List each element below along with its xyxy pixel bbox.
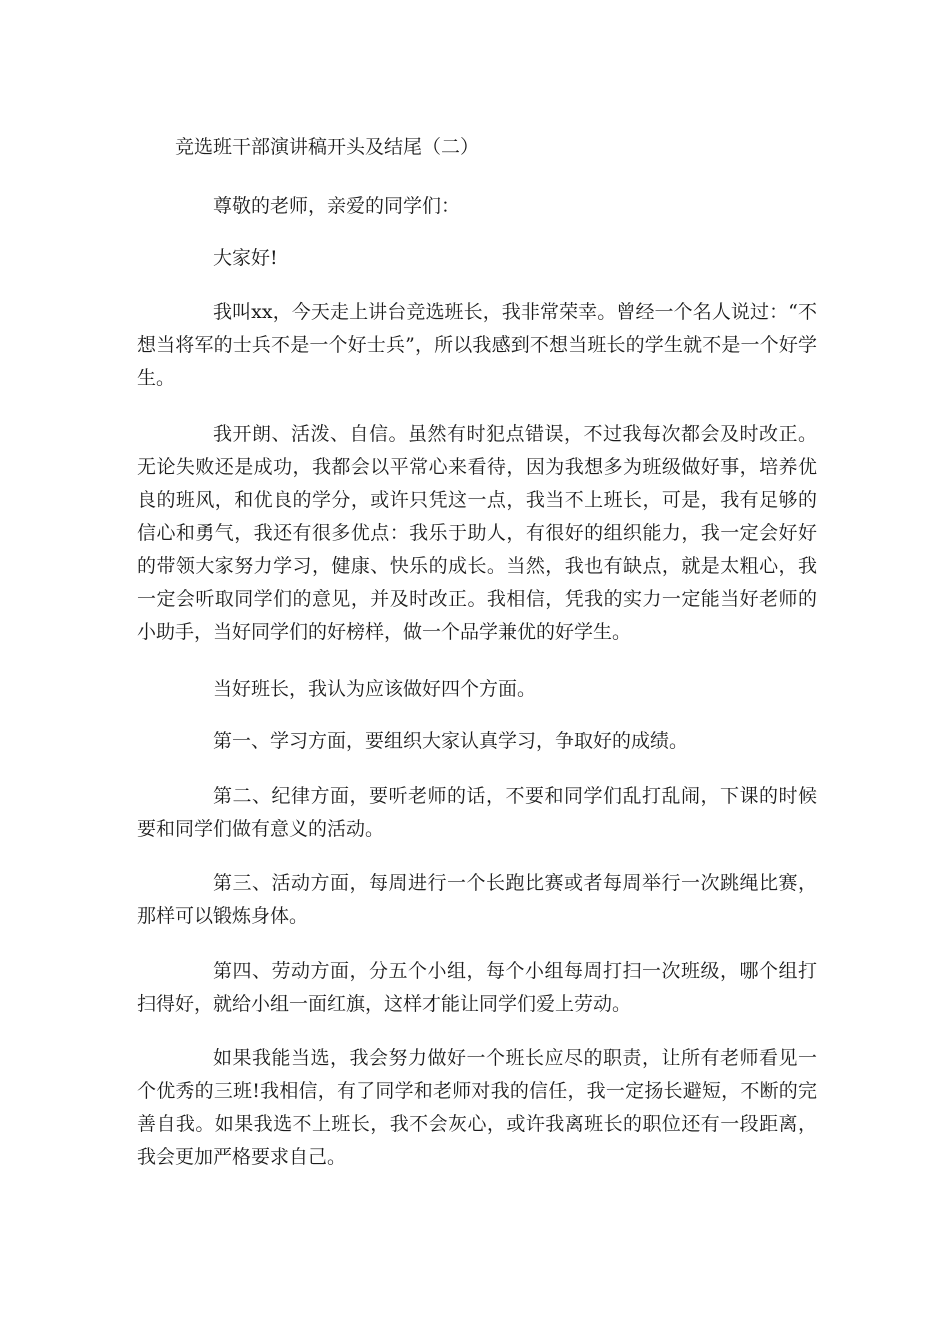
paragraph-self-description: 我开朗、活泼、自信。虽然有时犯点错误，不过我每次都会及时改正。无论失败还是成功，我都会以平常心来看待，因为我想多为班级做好事，培养优良的班风，和优良的学分，或许只凭这一点，我当不上班长，可是，我有足够的信心和勇气，我还有很多优点：我乐于助人，有很好的组织能力，我一定会好好的带领大家努力学习，健康、快乐的成长。当然，我也有缺点，就是太粗心，我一定会听取同学们的意见，并及时改正。我相信，凭我的实力一定能当好老师的小助手，当好同学们的好榜样，做一个品学兼优的好学生。	[137, 423, 817, 643]
paragraph-introduction: 我叫xx，今天走上讲台竞选班长，我非常荣幸。曾经一个名人说过：“不想当将军的士兵不是一个好士兵”，所以我感到不想当班长的学生就不是一个好学生。	[137, 301, 817, 389]
paragraph-point-labor: 第四、劳动方面，分五个小组，每个小组每周打扫一次班级，哪个组打扫得好，就给小组一面红旗，这样才能让同学们爱上劳动。	[137, 960, 817, 1015]
paragraph-point-study: 第一、学习方面，要组织大家认真学习，争取好的成绩。	[213, 730, 689, 752]
greeting: 大家好!	[213, 247, 278, 269]
paragraph-point-activities: 第三、活动方面，每周进行一个长跑比赛或者每周举行一次跳绳比赛，那样可以锻炼身体。	[137, 872, 817, 927]
paragraph-point-discipline: 第二、纪律方面，要听老师的话，不要和同学们乱打乱闹，下课的时候要和同学们做有意义的活动。	[137, 785, 817, 840]
salutation: 尊敬的老师，亲爱的同学们：	[213, 195, 461, 217]
paragraph-four-aspects: 当好班长，我认为应该做好四个方面。	[213, 678, 537, 700]
paragraph-conclusion: 如果我能当选，我会努力做好一个班长应尽的职责，让所有老师看见一个优秀的三班!我相信，有了同学和老师对我的信任，我一定扬长避短，不断的完善自我。如果我选不上班长，我不会灰心，或许我离班长的职位还有一段距离，我会更加严格要求自己。	[137, 1047, 817, 1168]
document-title: 竞选班干部演讲稿开头及结尾（二）	[175, 136, 480, 158]
